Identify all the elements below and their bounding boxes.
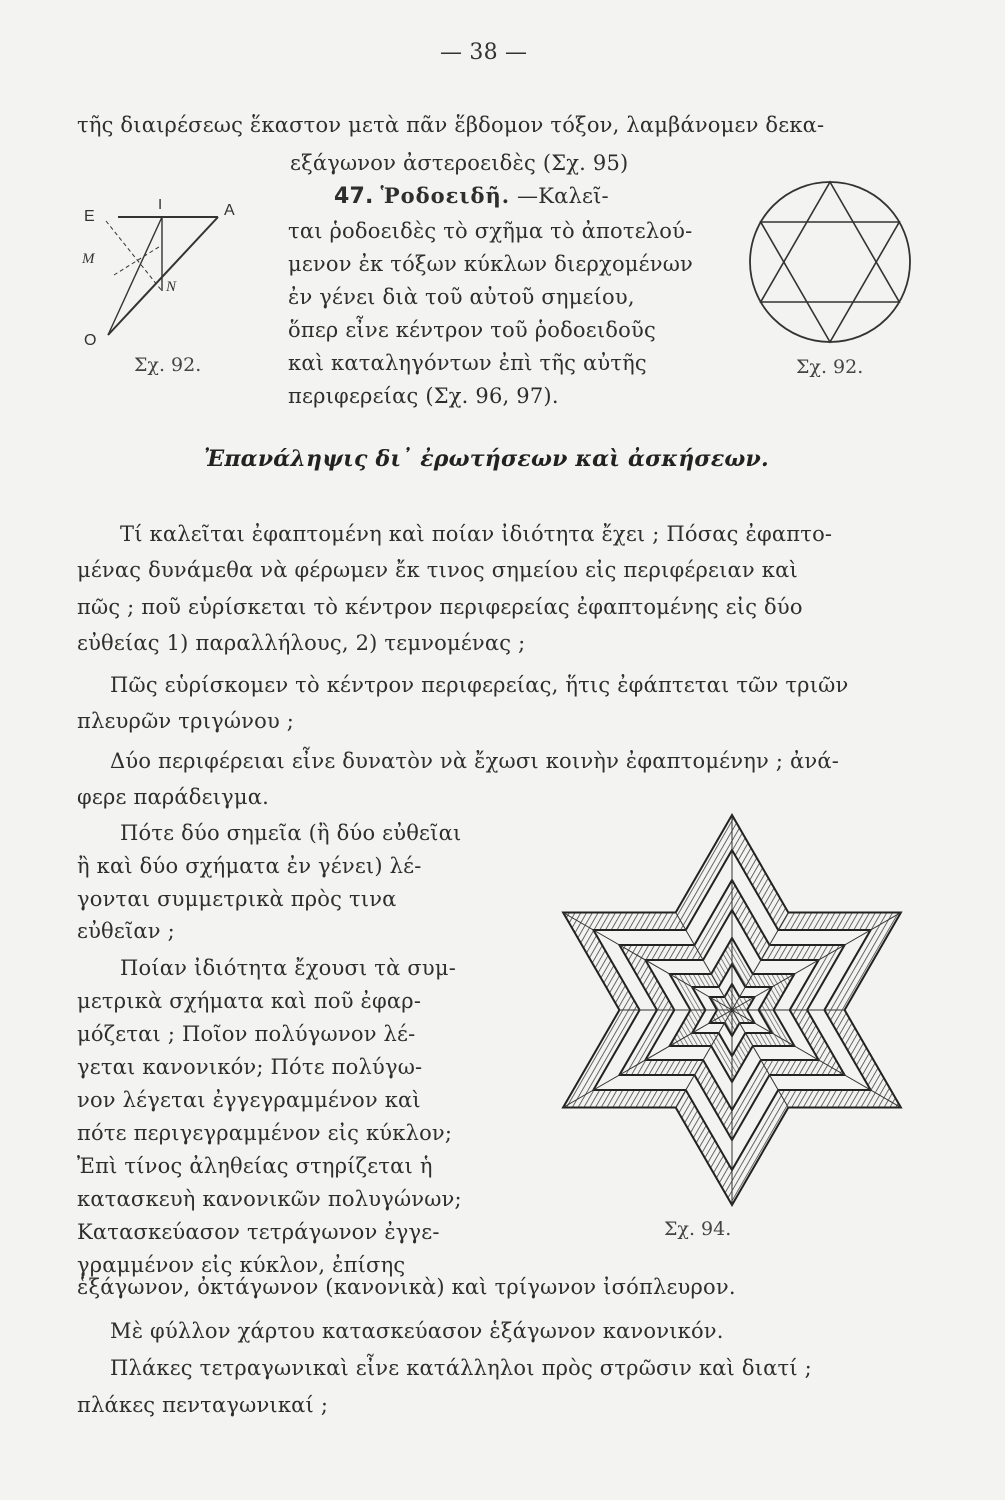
label-E: E	[84, 208, 95, 225]
final-line: πλάκες πενταγωνικαί ;	[77, 1393, 329, 1417]
review-heading: Ἐπανάληψις δι᾽ ἐρωτήσεων καὶ ἀσκήσεων.	[204, 446, 769, 472]
section-text: περιφερείας (Σχ. 96, 97).	[288, 384, 559, 408]
intro-line: εξάγωνον ἀστεροειδὲς (Σχ. 95)	[290, 151, 629, 175]
section-text: ται ῥοδοειδὲς τὸ σχῆμα τὸ ἀποτελού-	[288, 219, 693, 243]
label-A: A	[224, 202, 235, 219]
nested-hexagram-figure	[542, 810, 922, 1210]
section-text: —Καλεῖ-	[517, 184, 609, 208]
final-line: Πλάκες τετραγωνικαὶ εἶνε κατάλληλοι πρὸς στρῶσιν καὶ διατί ;	[110, 1356, 812, 1380]
narrow-line: μόζεται ; Ποῖον πολύγωνον λέ-	[77, 1022, 416, 1046]
narrow-line: ἢ καὶ δύο σχήματα ἐν γένει) λέ-	[77, 854, 422, 878]
narrow-line: γονται συμμετρικὰ πρὸς τινα	[77, 887, 397, 911]
section-text: ὅπερ εἶνε κέντρον τοῦ ῥοδοειδοῦς	[288, 318, 656, 342]
label-M: M	[82, 251, 95, 267]
figure-caption: Σχ. 92.	[134, 354, 202, 376]
narrow-line: κατασκευὴ κανονικῶν πολυγώνων;	[77, 1187, 462, 1211]
narrow-line: μετρικὰ σχήματα καὶ ποῦ ἐφαρ-	[77, 989, 422, 1013]
final-line: ἑξάγωνον, ὀκτάγωνον (κανονικὰ) καὶ τρίγωνον ἰσόπλευρον.	[77, 1275, 736, 1299]
narrow-line: νον λέγεται ἐγγεγραμμένον καὶ	[77, 1088, 421, 1112]
hexagram-in-circle-figure	[742, 172, 918, 352]
label-I: I	[158, 196, 163, 213]
question-line: πλευρῶν τριγώνου ;	[77, 709, 295, 733]
figure-caption: Σχ. 92.	[796, 356, 864, 378]
intro-line: τῆς διαιρέσεως ἕκαστον μετὰ πᾶν ἕβδομον τόξον, λαμβάνομεν δεκα-	[77, 113, 825, 137]
section-number: 47.	[334, 184, 374, 209]
section-text: καὶ καταληγόντων ἐπὶ τῆς αὐτῆς	[288, 351, 647, 375]
final-line: Μὲ φύλλον χάρτου κατασκεύασον ἑξάγωνον κανονικόν.	[110, 1319, 724, 1343]
label-O: O	[84, 332, 97, 349]
narrow-line: εὐθεῖαν ;	[77, 919, 175, 943]
question-line: Δύο περιφέρειαι εἶνε δυνατὸν νὰ ἔχωσι κοινὴν ἐφαπτομένην ; ἀνά-	[110, 749, 840, 773]
narrow-line: γεται κανονικόν; Πότε πολύγω-	[77, 1055, 423, 1079]
figure-92-right	[742, 172, 918, 352]
narrow-line: γραμμένον εἰς κύκλον, ἐπίσης	[77, 1253, 406, 1277]
question-line: πῶς ; ποῦ εὑρίσκεται τὸ κέντρον περιφερείας ἐφαπτομένης εἰς δύο	[77, 595, 803, 619]
geometric-construction-figure	[78, 195, 278, 355]
question-line: Τί καλεῖται ἐφαπτομένη καὶ ποίαν ἰδιότητα ἔχει ; Πόσας ἐφαπτο-	[120, 522, 833, 546]
question-line: μένας δυνάμεθα νὰ φέρωμεν ἔκ τινος σημείου εἰς περιφέρειαν καὶ	[77, 558, 798, 582]
label-N: N	[166, 279, 177, 295]
figure-94-star	[542, 810, 922, 1210]
question-line: Πῶς εὑρίσκομεν τὸ κέντρον περιφερείας, ἥτις ἐφάπτεται τῶν τριῶν	[110, 673, 849, 697]
section-text: μενον ἐκ τόξων κύκλων διερχομένων	[288, 252, 693, 276]
narrow-line: Κατασκεύασον τετράγωνον ἐγγε-	[77, 1220, 440, 1244]
section-title: Ῥοδοειδῆ.	[380, 183, 511, 208]
narrow-line: Ποίαν ἰδιότητα ἔχουσι τὰ συμ-	[120, 956, 457, 980]
figure-caption: Σχ. 94.	[664, 1218, 732, 1240]
question-line: φερε παράδειγμα.	[77, 785, 270, 809]
figure-92-left	[78, 195, 278, 355]
narrow-line: Πότε δύο σημεῖα (ἢ δύο εὐθεῖαι	[120, 821, 462, 845]
section-text: ἐν γένει διὰ τοῦ αὐτοῦ σημείου,	[288, 285, 635, 309]
narrow-line: πότε περιγεγραμμένον εἰς κύκλον;	[77, 1121, 453, 1145]
narrow-line: Ἐπὶ τίνος ἀληθείας στηρίζεται ἡ	[77, 1154, 433, 1178]
question-line: εὐθείας 1) παραλλήλους, 2) τεμνομένας ;	[77, 631, 526, 655]
section-header	[334, 183, 609, 210]
page-number: — 38 —	[440, 40, 528, 65]
